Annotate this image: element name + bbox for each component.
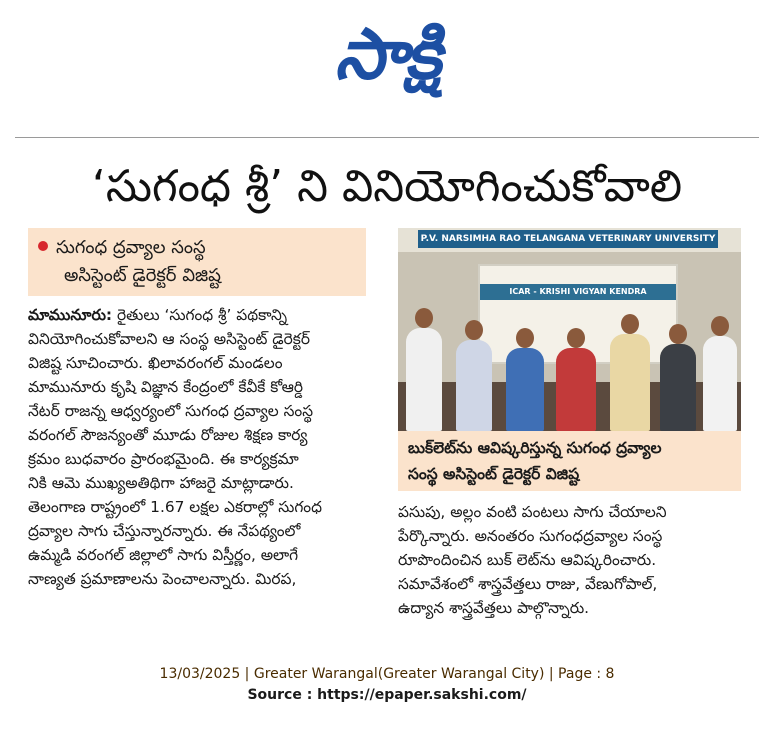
body-line: నాణ్యత ప్రమాణాలను పెంచాలన్నారు. మిరప, — [28, 570, 297, 588]
body-line: రూపొందించిన బుక్‌ లెట్‌ను ఆవిష్కరించారు. — [398, 551, 657, 569]
photo-caption — [398, 431, 741, 491]
divider-rule — [15, 137, 759, 138]
body-line: ఉమ్మడి వరంగల్‌ జిల్లాలో సాగు విస్తీర్ణం, అలాగే — [28, 546, 299, 564]
photo-event-banner-title: ICAR - KRISHI VIGYAN KENDRA — [480, 284, 676, 300]
subheading-line-1 — [38, 234, 356, 262]
photo-person — [660, 344, 696, 431]
newspaper-logo: సాక్షి — [334, 13, 440, 95]
body-line: వినియోగించుకోవాలని ఆ సంస్థ అసిస్టెంట్‌ డైరెక్టర్‌ — [28, 330, 310, 348]
article-headline: ‘సుగంధ శ్రీ’ ని వినియోగించుకోవాలి — [91, 161, 683, 212]
photo-person-head — [669, 324, 687, 344]
body-line: నికి ఆమె ముఖ్యఅతిథిగా హాజరై మాట్లాడారు. — [28, 474, 294, 492]
body-line: తెలంగాణ రాష్ట్రంలో 1.67 లక్షల ఎకరాల్లో సుగంధ — [28, 498, 322, 516]
photo-person-head — [465, 320, 483, 340]
article-body-left-column — [28, 303, 370, 591]
photo-person — [506, 348, 544, 431]
photo-university-banner: P.V. NARSIMHA RAO TELANGANA VETERINARY UNIVERSITY — [418, 230, 718, 248]
photo-person-head — [621, 314, 639, 334]
photo-person-head — [567, 328, 585, 348]
body-line: క్రమం బుధవారం ప్రారంభమైంది. ఈ కార్యక్రమా — [28, 450, 299, 468]
photo-person — [703, 336, 737, 431]
masthead — [0, 0, 774, 112]
body-line: మామునూరు కృషి విజ్ఞాన కేంద్రంలో కేవీకే కోఆర్డి — [28, 378, 303, 396]
clipping-source: Source : https://epaper.sakshi.com/ — [247, 687, 527, 703]
clipping-footer — [0, 664, 774, 706]
body-line: పేర్కొన్నారు. అనంతరం సుగంధద్రవ్యాల సంస్థ — [398, 527, 663, 545]
clipping-meta: 13/03/2025 | Greater Warangal(Greater Warangal City) | Page : 8 — [159, 666, 615, 682]
body-line-text: రైతులు ‘సుగంధ శ్రీ’ పథకాన్ని — [112, 306, 288, 324]
article-body-right-column — [398, 500, 741, 620]
body-line — [28, 303, 370, 327]
news-photo — [398, 228, 741, 431]
body-line: విజిష్ట సూచించారు. ఖిలావరంగల్‌ మండలం — [28, 354, 283, 372]
body-line: సమావేశంలో శాస్త్రవేత్తలు రాజు, వేణుగోపాల్‌, — [398, 575, 658, 593]
subheading-text-1: సుగంధ ద్రవ్యాల సంస్థ — [56, 237, 206, 258]
caption-line-2: సంస్థ అసిస్టెంట్‌ డైరెక్టర్‌ విజిష్ట — [408, 465, 580, 483]
subheading-line-2: అసిస్టెంట్‌ డైరెక్టర్‌ విజిష్ట — [64, 265, 221, 286]
dateline: మామునూరు: — [28, 306, 113, 324]
body-line: ద్రవ్యాల సాగు చేస్తున్నారన్నారు. ఈ నేపథ్యంలో — [28, 522, 301, 540]
photo-person — [406, 328, 442, 431]
caption-line-1: బుక్‌లెట్‌ను ఆవిష్కరిస్తున్న సుగంధ ద్రవ్యాల — [408, 439, 662, 457]
photo-person-head — [415, 308, 433, 328]
body-line: నేటర్‌ రాజన్న ఆధ్వర్యంలో సుగంధ ద్రవ్యాల సంస్థ — [28, 402, 314, 420]
red-bullet-icon — [38, 241, 48, 251]
photo-person — [556, 348, 596, 431]
photo-person-head — [711, 316, 729, 336]
body-line: పసుపు, అల్లం వంటి పంటలు సాగు చేయాలని — [398, 503, 667, 521]
body-line: ఉద్యాన శాస్త్రవేత్తలు పాల్గొన్నారు. — [398, 599, 590, 617]
subheading-box — [28, 228, 366, 296]
photo-person — [610, 334, 650, 431]
photo-person-head — [516, 328, 534, 348]
photo-person — [456, 340, 492, 431]
body-line: వరంగల్‌ సౌజన్యంతో మూడు రోజుల శిక్షణ కార్య — [28, 426, 308, 444]
